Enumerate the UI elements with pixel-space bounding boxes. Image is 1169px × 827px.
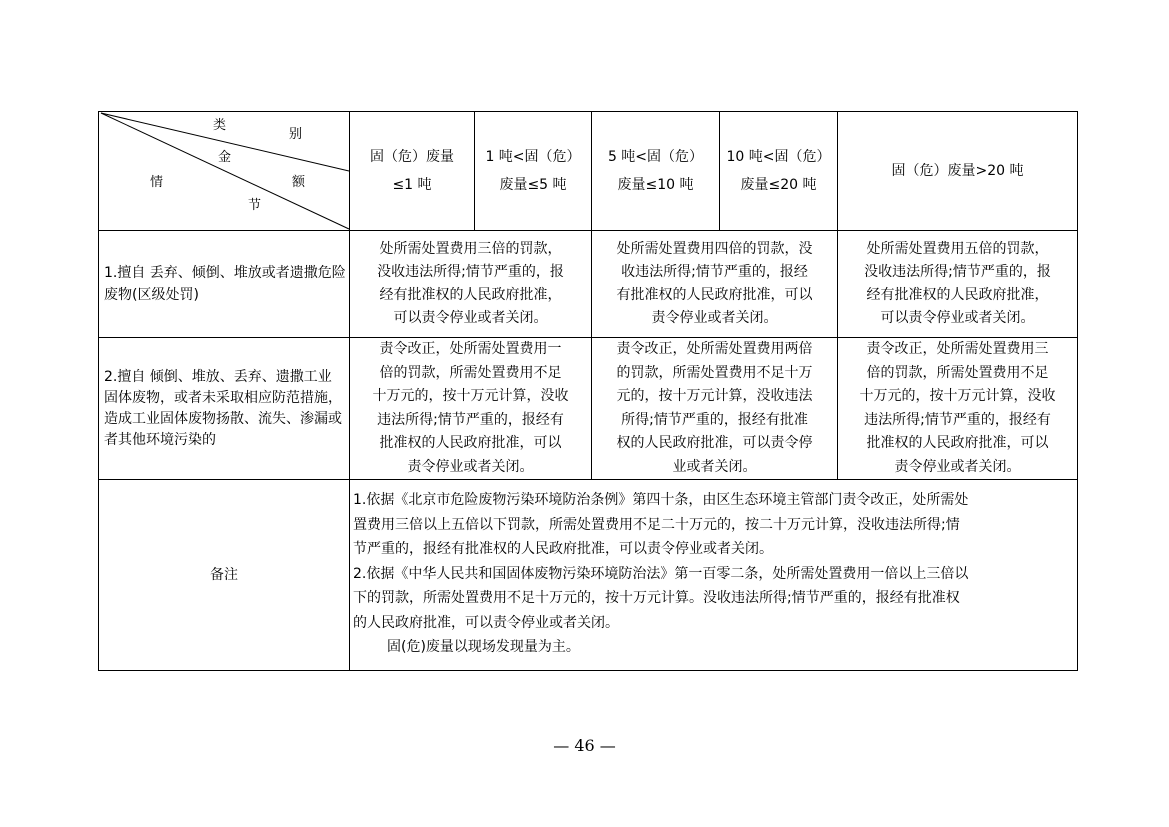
- penalty-line: 收违法所得;情节严重的，报经: [621, 264, 808, 280]
- header-line: 1 吨<固（危）: [485, 149, 581, 165]
- remarks-line: 节严重的，报经有批准权的人民政府批准，可以责令停业或者关闭。: [353, 541, 773, 557]
- penalty-cell: [838, 338, 1077, 479]
- header-line: 固（危）废量: [370, 149, 454, 165]
- penalty-line: 有批准权的人民政府批准，可以: [616, 287, 813, 303]
- penalty-line: 经有批准权的人民政府批准，: [379, 287, 562, 303]
- header-line: 10 吨<固（危）: [726, 149, 831, 165]
- penalty-line: 责令改正，处所需处置费用三: [866, 341, 1049, 357]
- penalty-line: 批准权的人民政府批准，可以: [866, 435, 1049, 451]
- remarks-label-cell: [99, 480, 349, 670]
- penalty-cell: [592, 231, 837, 337]
- penalty-line: 可以责令停业或者关闭。: [880, 310, 1035, 326]
- penalty-line: 处所需处置费用四倍的罚款，没: [616, 241, 813, 257]
- penalty-line: 权的人民政府批准，可以责令停: [616, 435, 813, 451]
- penalty-line: 倍的罚款，所需处置费用不足: [866, 364, 1049, 381]
- situation-text: 2.擅自 倾倒、堆放、丢弃、遗撒工业固体废物，或者未采取相应防范措施，造成工业固体废物扬散、流失、渗漏或者其他环境污染的: [104, 368, 342, 448]
- penalty-line: 责令停业或者关闭。: [894, 458, 1021, 475]
- page-number: — 46 —: [553, 736, 616, 755]
- header-line: 废量≤20 吨: [740, 177, 817, 193]
- penalty-cell: [592, 338, 837, 479]
- penalty-line: 责令停业或者关闭。: [407, 458, 534, 475]
- corner-label-category: 别: [289, 127, 303, 142]
- remarks-line: 下的罚款，所需处置费用不足十万元的，按十万元计算。没收违法所得;情节严重的，报经有批准权: [353, 590, 960, 606]
- remarks-line: 1.依据《北京市危险废物污染环境防治条例》第四十条，由区生态环境主管部门责令改正，处所需处: [353, 492, 969, 508]
- penalty-line: 可以责令停业或者关闭。: [393, 310, 548, 326]
- penalty-line: 倍的罚款，所需处置费用不足: [379, 364, 562, 381]
- row-situation: [104, 231, 346, 337]
- penalty-line: 十万元的，按十万元计算，没收: [372, 388, 569, 404]
- penalty-line: 责令改正，处所需处置费用两倍: [616, 341, 813, 357]
- corner-label-category: 类: [213, 118, 227, 133]
- corner-label-situation: 节: [248, 198, 262, 213]
- penalty-line: 经有批准权的人民政府批准，: [866, 287, 1049, 303]
- header-cell: [592, 112, 719, 230]
- remarks-line: 置费用三倍以上五倍以下罚款，所需处置费用不足二十万元的，按二十万元计算，没收违法所得;情: [353, 516, 960, 533]
- penalty-line: 没收违法所得;情节严重的，报: [377, 264, 564, 280]
- penalty-line: 责令改正，处所需处置费用一: [379, 341, 562, 357]
- penalty-line: 违法所得;情节严重的，报经有: [377, 411, 564, 428]
- penalty-line: 处所需处置费用五倍的罚款，: [866, 241, 1049, 257]
- penalty-line: 所得;情节严重的，报经有批准: [621, 411, 808, 428]
- situation-text: 1.擅自 丢弃、倾倒、堆放或者遗撒危险废物(区级处罚): [104, 265, 346, 303]
- penalty-line: 责令停业或者关闭。: [651, 310, 778, 326]
- penalty-line: 元的，按十万元计算，没收违法: [616, 388, 813, 404]
- header-line: 废量≤10 吨: [617, 177, 694, 193]
- remarks-label: 备注: [210, 566, 238, 583]
- header-cell: [350, 112, 474, 230]
- penalty-line: 十万元的，按十万元计算，没收: [859, 388, 1056, 404]
- penalty-line: 业或者关闭。: [672, 458, 757, 475]
- penalty-cell: [838, 231, 1077, 337]
- remarks-line: 的人民政府批准，可以责令停业或者关闭。: [353, 614, 619, 631]
- remarks-footnote: 固(危)废量以现场发现量为主。: [387, 639, 580, 655]
- penalty-line: 处所需处置费用三倍的罚款，: [379, 241, 562, 257]
- table-border-right: [1077, 111, 1078, 671]
- penalty-cell: [350, 338, 591, 479]
- row-situation: [104, 338, 344, 479]
- corner-label-amount: 金: [218, 150, 232, 165]
- corner-label-amount: 额: [292, 175, 306, 190]
- header-line: 固（危）废量>20 吨: [891, 163, 1024, 179]
- remarks-line: 2.依据《中华人民共和国固体废物污染环境防治法》第一百零二条，处所需处置费用一倍以上三倍以: [353, 565, 969, 582]
- header-line: 5 吨<固（危）: [607, 149, 704, 165]
- penalty-line: 批准权的人民政府批准，可以: [379, 435, 562, 451]
- penalty-line: 违法所得;情节严重的，报经有: [864, 411, 1051, 428]
- header-cell: [838, 112, 1077, 230]
- corner-label-situation: 情: [150, 175, 164, 190]
- header-line: ≤1 吨: [392, 177, 432, 193]
- header-cell: [475, 112, 591, 230]
- remarks-content: [353, 488, 1073, 660]
- penalty-line: 的罚款，所需处置费用不足十万: [616, 364, 813, 381]
- penalty-cell: [350, 231, 591, 337]
- penalty-line: 没收违法所得;情节严重的，报: [864, 264, 1051, 280]
- table-border-bottom: [98, 670, 1078, 671]
- header-cell: [720, 112, 837, 230]
- header-line: 废量≤5 吨: [499, 177, 567, 193]
